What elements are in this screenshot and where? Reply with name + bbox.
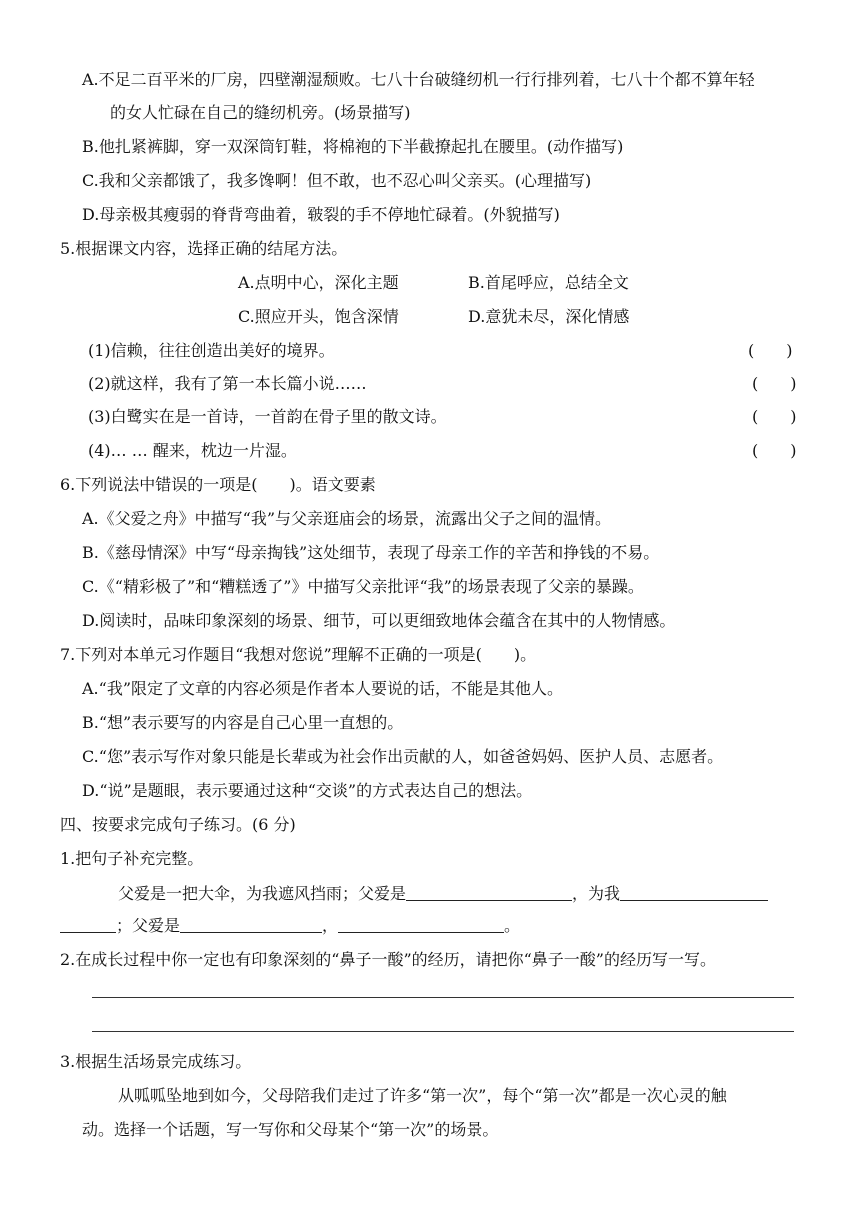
q5-answer-paren-3[interactable]: ( ) [752, 407, 797, 426]
s4-q1-line1 [118, 884, 768, 904]
answer-line-1[interactable] [92, 997, 794, 998]
q5-answer-paren-2[interactable]: ( ) [752, 374, 797, 393]
q5-choice-a: A.点明中心，深化主题 [238, 273, 399, 292]
s4-q1-line2 [60, 916, 520, 936]
q5-item-4: (4)… … 醒来，枕边一片湿。 [88, 441, 297, 460]
q6-option-d: D.阅读时，品味印象深刻的场景、细节，可以更细致地体会蕴含在其中的人物情感。 [82, 611, 676, 630]
q5-answer-paren-4[interactable]: ( ) [752, 441, 797, 460]
q4-option-b: B.他扎紧裤脚，穿一双深筒钉鞋，将棉袍的下半截撩起扎在腰里。(动作描写) [82, 137, 624, 156]
q7-option-b: B.“想”表示要写的内容是自己心里一直想的。 [82, 713, 404, 732]
fill-blank-1[interactable] [406, 884, 572, 901]
q5-item-2: (2)就这样，我有了第一本长篇小说…… [88, 374, 367, 393]
answer-line-2[interactable] [92, 1031, 794, 1032]
q4-option-a-line1: A.不足二百平米的厂房，四壁潮湿颓败。七八十台破缝纫机一行行排列着，七八十个都不算年轻 [82, 70, 755, 89]
q7-stem: 7.下列对本单元习作题目“我想对您说”理解不正确的一项是( )。 [60, 645, 537, 664]
q4-option-d: D.母亲极其瘦弱的脊背弯曲着，皲裂的手不停地忙碌着。(外貌描写) [82, 205, 560, 224]
q4-option-c: C.我和父亲都饿了，我多馋啊！但不敢，也不忍心叫父亲买。(心理描写) [82, 171, 592, 190]
s4-q3-text-line1: 从呱呱坠地到如今，父母陪我们走过了许多“第一次”，每个“第一次”都是一次心灵的触 [118, 1086, 727, 1105]
q6-stem: 6.下列说法中错误的一项是( )。语文要素 [60, 475, 376, 494]
q7-option-d: D.“说”是题眼，表示要通过这种“交谈”的方式表达自己的想法。 [82, 781, 533, 800]
fill-blank-5[interactable] [338, 916, 504, 933]
s4-q1-text5: 。 [504, 916, 521, 935]
fill-blank-3[interactable] [60, 916, 116, 933]
q6-option-c: C.《“精彩极了”和“糟糕透了”》中描写父亲批评“我”的场景表现了父亲的暴躁。 [82, 577, 644, 596]
q5-item-1: (1)信赖，往往创造出美好的境界。 [88, 341, 335, 360]
q5-choice-d: D.意犹未尽，深化情感 [468, 307, 630, 326]
q5-choice-c: C.照应开头，饱含深情 [238, 307, 399, 326]
s4-q1-text4: ， [322, 916, 339, 935]
s4-q1-text2: ，为我 [572, 884, 621, 903]
s4-q3-stem: 3.根据生活场景完成练习。 [60, 1052, 252, 1071]
q5-choice-b: B.首尾呼应，总结全文 [468, 273, 629, 292]
q5-stem: 5.根据课文内容，选择正确的结尾方法。 [60, 239, 348, 258]
s4-q1-text3: ；父爱是 [116, 916, 181, 935]
q6-option-b: B.《慈母情深》中写“母亲掏钱”这处细节，表现了母亲工作的辛苦和挣钱的不易。 [82, 543, 660, 562]
section-four-title: 四、按要求完成句子练习。(6 分) [60, 815, 296, 834]
q7-option-c: C.“您”表示写作对象只能是长辈或为社会作出贡献的人，如爸爸妈妈、医护人员、志愿者。 [82, 747, 724, 766]
s4-q2-stem: 2.在成长过程中你一定也有印象深刻的“鼻子一酸”的经历，请把你“鼻子一酸”的经历写一写。 [60, 950, 716, 969]
s4-q1-stem: 1.把句子补充完整。 [60, 849, 204, 868]
s4-q1-text1: 父爱是一把大伞，为我遮风挡雨；父爱是 [118, 884, 407, 903]
q5-item-3: (3)白鹭实在是一首诗，一首韵在骨子里的散文诗。 [88, 407, 447, 426]
q4-option-a-line2: 的女人忙碌在自己的缝纫机旁。(场景描写) [110, 103, 411, 122]
fill-blank-4[interactable] [180, 916, 322, 933]
q7-option-a: A.“我”限定了文章的内容必须是作者本人要说的话，不能是其他人。 [82, 679, 564, 698]
q6-option-a: A.《父爱之舟》中描写“我”与父亲逛庙会的场景，流露出父子之间的温情。 [82, 509, 612, 528]
fill-blank-2[interactable] [620, 884, 768, 901]
s4-q3-text-line2: 动。选择一个话题，写一写你和父母某个“第一次”的场景。 [82, 1120, 499, 1139]
q5-answer-paren-1[interactable]: ( ) [748, 341, 793, 360]
